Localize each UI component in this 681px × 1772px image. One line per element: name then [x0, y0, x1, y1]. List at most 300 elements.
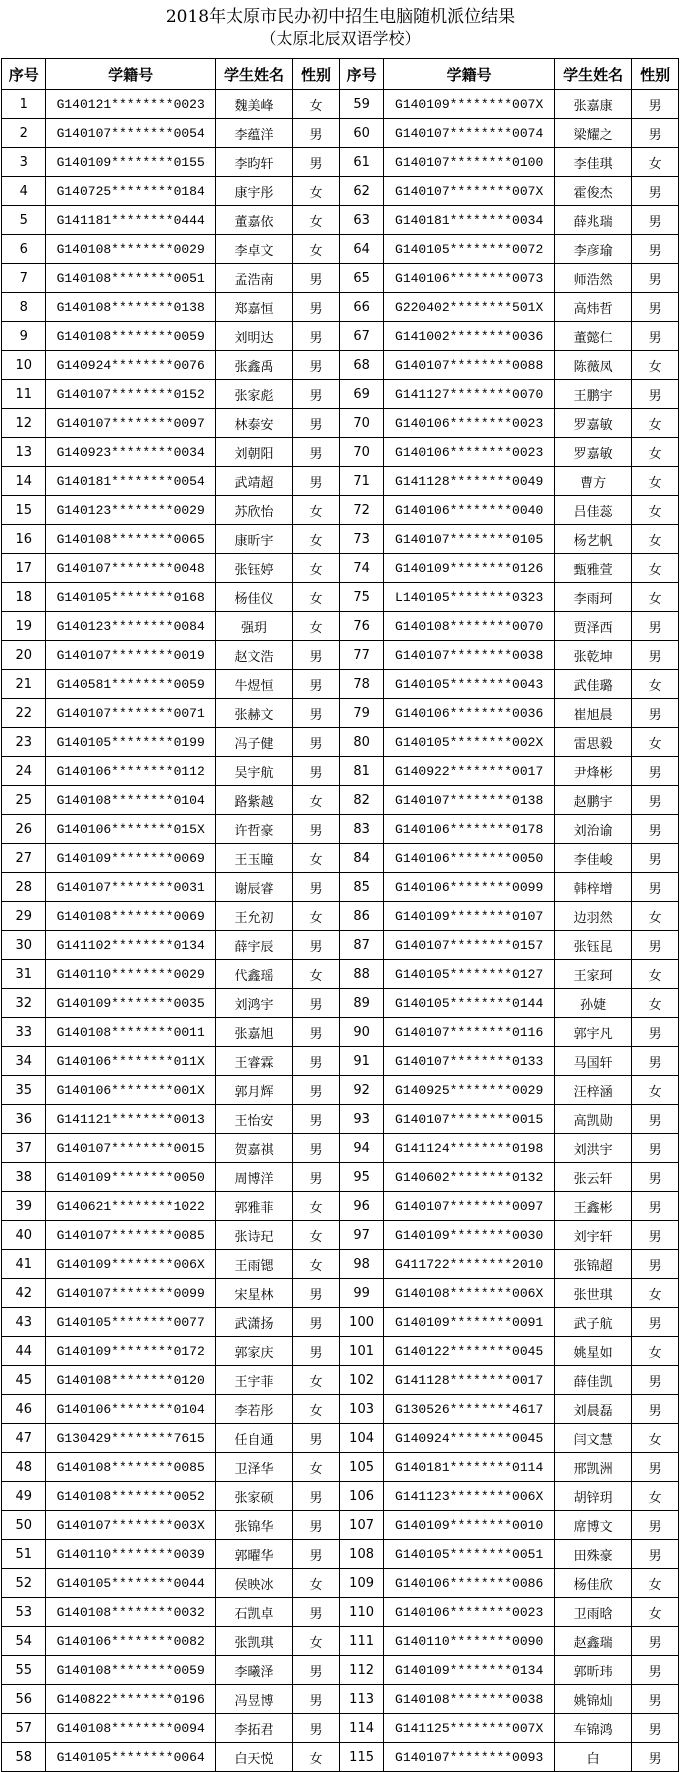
- seq-cell: 41: [2, 1250, 46, 1279]
- student-id-cell: G140108********0059: [46, 1656, 216, 1685]
- student-name-cell: 刘鸿宇: [215, 989, 292, 1018]
- student-id-cell: G140109********0155: [46, 148, 216, 177]
- student-id-cell: G140108********0059: [46, 322, 216, 351]
- student-id-cell: G140107********0097: [46, 409, 216, 438]
- student-id-cell: G140121********0023: [46, 90, 216, 119]
- gender-cell: 男: [632, 264, 679, 293]
- table-row: [2, 583, 679, 612]
- seq-cell: 46: [2, 1395, 46, 1424]
- seq-cell: 72: [339, 496, 383, 525]
- gender-cell: 男: [632, 119, 679, 148]
- gender-cell: 男: [293, 670, 340, 699]
- student-id-cell: G140106********0023: [384, 438, 555, 467]
- seq-cell: 9: [2, 322, 46, 351]
- student-name-cell: 白天悦: [215, 1743, 292, 1772]
- seq-cell: 99: [339, 1279, 383, 1308]
- student-name-cell: 姚锦灿: [555, 1685, 632, 1714]
- student-id-cell: G140108********0120: [46, 1366, 216, 1395]
- table-row: [2, 844, 679, 873]
- seq-cell: 88: [339, 960, 383, 989]
- student-id-cell: G411722********2010: [384, 1250, 555, 1279]
- student-name-cell: 薛宇辰: [215, 931, 292, 960]
- student-id-cell: G140925********0029: [384, 1076, 555, 1105]
- student-id-cell: L140105********0323: [384, 583, 555, 612]
- student-name-cell: 侯映冰: [215, 1569, 292, 1598]
- seq-cell: 27: [2, 844, 46, 873]
- seq-cell: 83: [339, 815, 383, 844]
- gender-cell: 男: [632, 206, 679, 235]
- student-name-cell: 郭雅菲: [215, 1192, 292, 1221]
- gender-cell: 女: [293, 1366, 340, 1395]
- seq-cell: 22: [2, 699, 46, 728]
- student-id-cell: G140105********0144: [384, 989, 555, 1018]
- student-id-cell: G140110********0039: [46, 1540, 216, 1569]
- gender-cell: 男: [632, 1047, 679, 1076]
- gender-cell: 男: [632, 1453, 679, 1482]
- student-name-cell: 郭宇凡: [555, 1018, 632, 1047]
- student-name-cell: 代鑫瑶: [215, 960, 292, 989]
- table-row: [2, 119, 679, 148]
- student-id-cell: G140107********0138: [384, 786, 555, 815]
- student-name-cell: 雷思毅: [555, 728, 632, 757]
- seq-cell: 81: [339, 757, 383, 786]
- header-seq-left: 序号: [2, 59, 46, 90]
- seq-cell: 106: [339, 1482, 383, 1511]
- student-id-cell: G140108********0085: [46, 1453, 216, 1482]
- gender-cell: 男: [632, 1018, 679, 1047]
- student-id-cell: G140106********0040: [384, 496, 555, 525]
- table-row: [2, 1279, 679, 1308]
- student-id-cell: G140109********0126: [384, 554, 555, 583]
- seq-cell: 68: [339, 351, 383, 380]
- seq-cell: 110: [339, 1598, 383, 1627]
- seq-cell: 52: [2, 1569, 46, 1598]
- student-id-cell: G140107********0054: [46, 119, 216, 148]
- student-name-cell: 武潇扬: [215, 1308, 292, 1337]
- student-id-cell: G140107********0015: [384, 1105, 555, 1134]
- seq-cell: 64: [339, 235, 383, 264]
- student-name-cell: 张钰昆: [555, 931, 632, 960]
- gender-cell: 女: [293, 90, 340, 119]
- table-row: [2, 815, 679, 844]
- student-name-cell: 师浩然: [555, 264, 632, 293]
- student-name-cell: 刘晨磊: [555, 1395, 632, 1424]
- gender-cell: 男: [293, 467, 340, 496]
- table-row: [2, 1395, 679, 1424]
- seq-cell: 57: [2, 1714, 46, 1743]
- table-row: [2, 264, 679, 293]
- gender-cell: 男: [632, 844, 679, 873]
- gender-cell: 男: [293, 699, 340, 728]
- student-id-cell: G130429********7615: [46, 1424, 216, 1453]
- student-id-cell: G140106********0050: [384, 844, 555, 873]
- student-id-cell: G140105********0051: [384, 1540, 555, 1569]
- gender-cell: 女: [293, 583, 340, 612]
- student-name-cell: 张家彪: [215, 380, 292, 409]
- seq-cell: 92: [339, 1076, 383, 1105]
- student-id-cell: G140109********0030: [384, 1221, 555, 1250]
- seq-cell: 38: [2, 1163, 46, 1192]
- gender-cell: 男: [293, 931, 340, 960]
- seq-cell: 53: [2, 1598, 46, 1627]
- table-row: [2, 554, 679, 583]
- student-name-cell: 高凯勋: [555, 1105, 632, 1134]
- header-student-id-right: 学籍号: [384, 59, 555, 90]
- student-id-cell: G140122********0045: [384, 1337, 555, 1366]
- seq-cell: 71: [339, 467, 383, 496]
- student-name-cell: 李佳琪: [555, 148, 632, 177]
- gender-cell: 女: [632, 409, 679, 438]
- student-id-cell: G140107********0133: [384, 1047, 555, 1076]
- table-row: [2, 1453, 679, 1482]
- student-id-cell: G140109********0172: [46, 1337, 216, 1366]
- gender-cell: 男: [632, 1685, 679, 1714]
- gender-cell: 男: [293, 1047, 340, 1076]
- student-id-cell: G140107********0015: [46, 1134, 216, 1163]
- seq-cell: 24: [2, 757, 46, 786]
- student-id-cell: G140107********007X: [384, 177, 555, 206]
- student-name-cell: 武靖超: [215, 467, 292, 496]
- student-id-cell: G140106********0023: [384, 409, 555, 438]
- student-name-cell: 曹方: [555, 467, 632, 496]
- student-id-cell: G140108********0070: [384, 612, 555, 641]
- student-name-cell: 王睿霖: [215, 1047, 292, 1076]
- seq-cell: 29: [2, 902, 46, 931]
- student-name-cell: 胡锌玥: [555, 1482, 632, 1511]
- gender-cell: 男: [632, 1366, 679, 1395]
- seq-cell: 32: [2, 989, 46, 1018]
- gender-cell: 男: [293, 409, 340, 438]
- student-name-cell: 路紫越: [215, 786, 292, 815]
- student-name-cell: 罗嘉敏: [555, 409, 632, 438]
- student-name-cell: 魏美峰: [215, 90, 292, 119]
- student-id-cell: G140107********003X: [46, 1511, 216, 1540]
- table-row: [2, 960, 679, 989]
- seq-cell: 56: [2, 1685, 46, 1714]
- student-name-cell: 车锦鸿: [555, 1714, 632, 1743]
- table-row: [2, 1598, 679, 1627]
- gender-cell: 女: [632, 554, 679, 583]
- table-header: [2, 59, 679, 90]
- gender-cell: 男: [632, 1192, 679, 1221]
- table-row: [2, 1308, 679, 1337]
- student-id-cell: G140108********0051: [46, 264, 216, 293]
- seq-cell: 97: [339, 1221, 383, 1250]
- student-id-cell: G140108********0032: [46, 1598, 216, 1627]
- gender-cell: 男: [632, 1656, 679, 1685]
- student-name-cell: 张诗玘: [215, 1221, 292, 1250]
- gender-cell: 男: [293, 815, 340, 844]
- seq-cell: 102: [339, 1366, 383, 1395]
- seq-cell: 104: [339, 1424, 383, 1453]
- seq-cell: 7: [2, 264, 46, 293]
- gender-cell: 男: [293, 728, 340, 757]
- student-id-cell: G140109********0010: [384, 1511, 555, 1540]
- student-id-cell: G140108********0038: [384, 1685, 555, 1714]
- student-name-cell: 林泰安: [215, 409, 292, 438]
- seq-cell: 108: [339, 1540, 383, 1569]
- header-gender-right: 性别: [632, 59, 679, 90]
- seq-cell: 76: [339, 612, 383, 641]
- student-name-cell: 席博文: [555, 1511, 632, 1540]
- student-id-cell: G140107********0031: [46, 873, 216, 902]
- student-id-cell: G140106********0082: [46, 1627, 216, 1656]
- table-row: [2, 989, 679, 1018]
- seq-cell: 79: [339, 699, 383, 728]
- table-row: [2, 1540, 679, 1569]
- student-name-cell: 强玥: [215, 612, 292, 641]
- student-name-cell: 张鑫禹: [215, 351, 292, 380]
- student-id-cell: G141123********006X: [384, 1482, 555, 1511]
- student-id-cell: G140107********0100: [384, 148, 555, 177]
- student-name-cell: 李雨珂: [555, 583, 632, 612]
- seq-cell: 61: [339, 148, 383, 177]
- student-id-cell: G141124********0198: [384, 1134, 555, 1163]
- student-id-cell: G140107********0071: [46, 699, 216, 728]
- student-name-cell: 张凯琪: [215, 1627, 292, 1656]
- student-id-cell: G140106********0073: [384, 264, 555, 293]
- gender-cell: 男: [293, 1511, 340, 1540]
- student-id-cell: G140108********0011: [46, 1018, 216, 1047]
- student-name-cell: 田殊豪: [555, 1540, 632, 1569]
- table-row: [2, 1221, 679, 1250]
- seq-cell: 82: [339, 786, 383, 815]
- student-id-cell: G140105********002X: [384, 728, 555, 757]
- student-name-cell: 郭家庆: [215, 1337, 292, 1366]
- table-row: [2, 525, 679, 554]
- seq-cell: 1: [2, 90, 46, 119]
- student-name-cell: 张云轩: [555, 1163, 632, 1192]
- student-id-cell: G140109********007X: [384, 90, 555, 119]
- student-name-cell: 董嘉依: [215, 206, 292, 235]
- gender-cell: 男: [293, 119, 340, 148]
- table-row: [2, 1743, 679, 1772]
- student-name-cell: 高炜哲: [555, 293, 632, 322]
- table-row: [2, 699, 679, 728]
- student-id-cell: G140106********0036: [384, 699, 555, 728]
- gender-cell: 男: [632, 235, 679, 264]
- seq-cell: 90: [339, 1018, 383, 1047]
- seq-cell: 80: [339, 728, 383, 757]
- student-id-cell: G141128********0049: [384, 467, 555, 496]
- student-name-cell: 张赫文: [215, 699, 292, 728]
- seq-cell: 30: [2, 931, 46, 960]
- student-name-cell: 郭昕玮: [555, 1656, 632, 1685]
- gender-cell: 男: [632, 641, 679, 670]
- student-name-cell: 罗嘉敏: [555, 438, 632, 467]
- student-id-cell: G140107********0019: [46, 641, 216, 670]
- gender-cell: 男: [632, 322, 679, 351]
- student-id-cell: G140107********0097: [384, 1192, 555, 1221]
- table-row: [2, 1018, 679, 1047]
- seq-cell: 98: [339, 1250, 383, 1279]
- student-name-cell: 王家珂: [555, 960, 632, 989]
- seq-cell: 89: [339, 989, 383, 1018]
- student-name-cell: 李拓君: [215, 1714, 292, 1743]
- seq-cell: 62: [339, 177, 383, 206]
- gender-cell: 男: [632, 786, 679, 815]
- page-subtitle: （太原北辰双语学校）: [260, 29, 421, 48]
- student-id-cell: G140106********0112: [46, 757, 216, 786]
- student-id-cell: G140105********0043: [384, 670, 555, 699]
- student-name-cell: 刘洪宇: [555, 1134, 632, 1163]
- gender-cell: 男: [293, 264, 340, 293]
- gender-cell: 男: [293, 1337, 340, 1366]
- student-id-cell: G140108********0094: [46, 1714, 216, 1743]
- student-name-cell: 孟浩南: [215, 264, 292, 293]
- student-id-cell: G140107********0038: [384, 641, 555, 670]
- student-name-cell: 薛兆瑞: [555, 206, 632, 235]
- student-name-cell: 康宇彤: [215, 177, 292, 206]
- seq-cell: 96: [339, 1192, 383, 1221]
- student-name-cell: 许哲豪: [215, 815, 292, 844]
- student-name-cell: 赵鑫瑞: [555, 1627, 632, 1656]
- student-name-cell: 刘朝阳: [215, 438, 292, 467]
- seq-cell: 15: [2, 496, 46, 525]
- student-name-cell: 崔旭晨: [555, 699, 632, 728]
- seq-cell: 94: [339, 1134, 383, 1163]
- seq-cell: 8: [2, 293, 46, 322]
- gender-cell: 男: [632, 293, 679, 322]
- gender-cell: 女: [293, 1221, 340, 1250]
- seq-cell: 34: [2, 1047, 46, 1076]
- seq-cell: 87: [339, 931, 383, 960]
- gender-cell: 男: [632, 1540, 679, 1569]
- table-row: [2, 177, 679, 206]
- student-id-cell: G140106********0178: [384, 815, 555, 844]
- table-row: [2, 786, 679, 815]
- table-row: [2, 902, 679, 931]
- student-id-cell: G141127********0070: [384, 380, 555, 409]
- student-id-cell: G140106********001X: [46, 1076, 216, 1105]
- results-table: [1, 58, 679, 1772]
- student-name-cell: 杨艺帆: [555, 525, 632, 554]
- table-row: [2, 496, 679, 525]
- student-name-cell: 王雨锶: [215, 1250, 292, 1279]
- table-row: [2, 1337, 679, 1366]
- seq-cell: 6: [2, 235, 46, 264]
- gender-cell: 女: [632, 496, 679, 525]
- seq-cell: 91: [339, 1047, 383, 1076]
- seq-cell: 14: [2, 467, 46, 496]
- gender-cell: 男: [293, 1134, 340, 1163]
- student-name-cell: 马国轩: [555, 1047, 632, 1076]
- gender-cell: 女: [632, 1279, 679, 1308]
- seq-cell: 55: [2, 1656, 46, 1685]
- seq-cell: 66: [339, 293, 383, 322]
- table-row: [2, 380, 679, 409]
- gender-cell: 女: [632, 1424, 679, 1453]
- student-id-cell: G140923********0034: [46, 438, 216, 467]
- student-name-cell: 张世琪: [555, 1279, 632, 1308]
- table-row: [2, 1482, 679, 1511]
- gender-cell: 男: [632, 612, 679, 641]
- seq-cell: 11: [2, 380, 46, 409]
- table-row: [2, 1076, 679, 1105]
- gender-cell: 女: [293, 612, 340, 641]
- seq-cell: 51: [2, 1540, 46, 1569]
- student-id-cell: G141128********0017: [384, 1366, 555, 1395]
- seq-cell: 44: [2, 1337, 46, 1366]
- seq-cell: 42: [2, 1279, 46, 1308]
- gender-cell: 女: [632, 1598, 679, 1627]
- gender-cell: 男: [293, 641, 340, 670]
- gender-cell: 男: [293, 1714, 340, 1743]
- seq-cell: 115: [339, 1743, 383, 1772]
- student-id-cell: G140109********0107: [384, 902, 555, 931]
- gender-cell: 女: [293, 1192, 340, 1221]
- student-id-cell: G140105********0199: [46, 728, 216, 757]
- seq-cell: 67: [339, 322, 383, 351]
- gender-cell: 男: [293, 989, 340, 1018]
- student-id-cell: G141181********0444: [46, 206, 216, 235]
- student-name-cell: 康昕宇: [215, 525, 292, 554]
- student-id-cell: G140108********0052: [46, 1482, 216, 1511]
- gender-cell: 男: [632, 1395, 679, 1424]
- gender-cell: 女: [632, 467, 679, 496]
- seq-cell: 70: [339, 409, 383, 438]
- student-id-cell: G140108********0138: [46, 293, 216, 322]
- seq-cell: 54: [2, 1627, 46, 1656]
- gender-cell: 男: [632, 380, 679, 409]
- seq-cell: 12: [2, 409, 46, 438]
- student-name-cell: 吕佳蕊: [555, 496, 632, 525]
- student-id-cell: G140922********0017: [384, 757, 555, 786]
- student-id-cell: G140107********0093: [384, 1743, 555, 1772]
- seq-cell: 58: [2, 1743, 46, 1772]
- gender-cell: 男: [632, 699, 679, 728]
- student-id-cell: G140181********0114: [384, 1453, 555, 1482]
- table-row: [2, 1424, 679, 1453]
- page-title: 2018年太原市民办初中招生电脑随机派位结果: [165, 7, 516, 27]
- seq-cell: 5: [2, 206, 46, 235]
- seq-cell: 45: [2, 1366, 46, 1395]
- seq-cell: 18: [2, 583, 46, 612]
- gender-cell: 男: [293, 1656, 340, 1685]
- table-row: [2, 148, 679, 177]
- gender-cell: 女: [293, 844, 340, 873]
- table-row: [2, 1047, 679, 1076]
- gender-cell: 男: [293, 1308, 340, 1337]
- student-name-cell: 张钰婷: [215, 554, 292, 583]
- student-id-cell: G140108********006X: [384, 1279, 555, 1308]
- student-name-cell: 薛佳凯: [555, 1366, 632, 1395]
- gender-cell: 女: [632, 960, 679, 989]
- student-id-cell: G140106********015X: [46, 815, 216, 844]
- gender-cell: 男: [632, 1511, 679, 1540]
- gender-cell: 男: [293, 1105, 340, 1134]
- student-name-cell: 李若彤: [215, 1395, 292, 1424]
- student-name-cell: 王鑫彬: [555, 1192, 632, 1221]
- gender-cell: 女: [632, 989, 679, 1018]
- gender-cell: 男: [293, 873, 340, 902]
- student-name-cell: 边羽然: [555, 902, 632, 931]
- student-id-cell: G140108********0069: [46, 902, 216, 931]
- gender-cell: 男: [632, 1308, 679, 1337]
- student-name-cell: 王玉瞳: [215, 844, 292, 873]
- student-id-cell: G140105********0072: [384, 235, 555, 264]
- seq-cell: 107: [339, 1511, 383, 1540]
- gender-cell: 女: [293, 235, 340, 264]
- gender-cell: 女: [293, 902, 340, 931]
- gender-cell: 男: [293, 293, 340, 322]
- student-name-cell: 刘宇轩: [555, 1221, 632, 1250]
- seq-cell: 109: [339, 1569, 383, 1598]
- student-id-cell: G140108********0029: [46, 235, 216, 264]
- gender-cell: 女: [632, 148, 679, 177]
- student-name-cell: 李昀轩: [215, 148, 292, 177]
- student-id-cell: G140105********0127: [384, 960, 555, 989]
